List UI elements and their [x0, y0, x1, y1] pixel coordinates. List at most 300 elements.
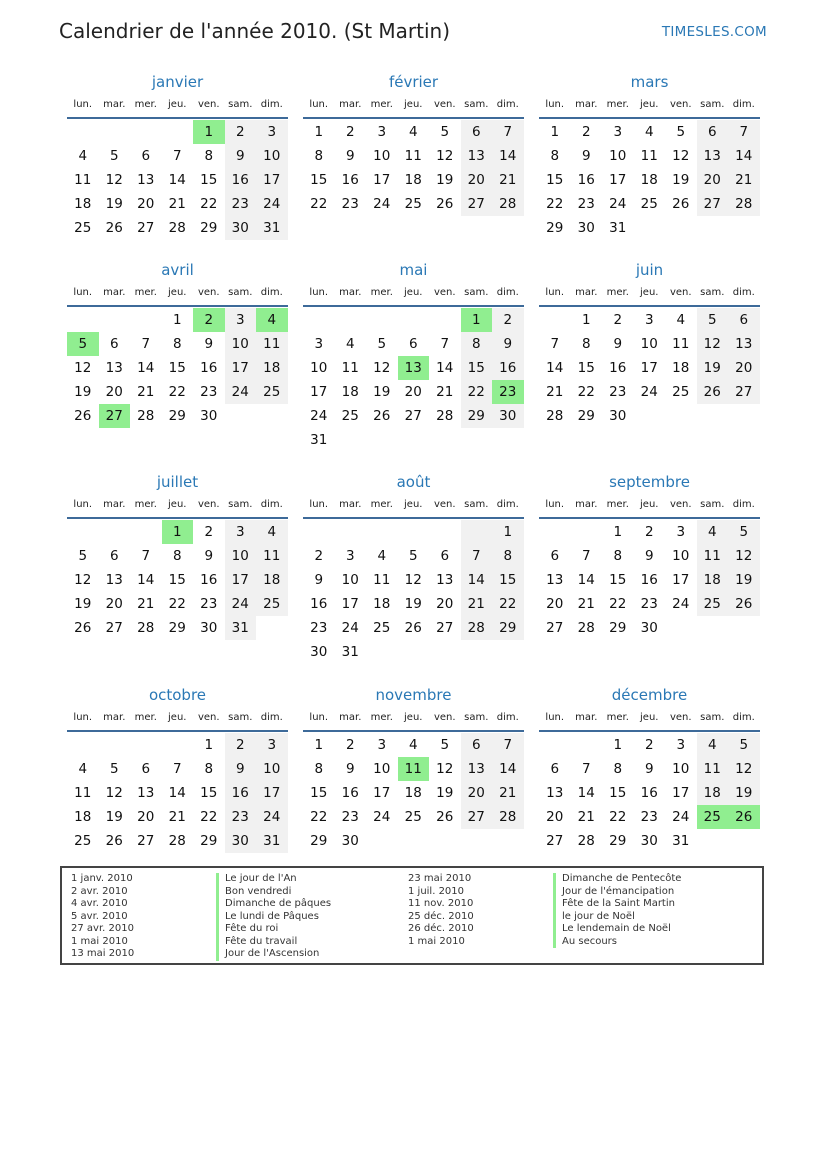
weekday-label: lun.	[73, 287, 93, 298]
day-cell: 4	[408, 124, 418, 140]
weekday-label: lun.	[73, 99, 93, 110]
day-cell: 21	[728, 168, 760, 192]
legend-date: 23 mai 2010	[408, 873, 472, 884]
weekday-label: dim.	[496, 287, 519, 298]
day-cell: 6	[461, 733, 493, 757]
day-cell: 16	[225, 168, 257, 192]
weekday-label: sam.	[464, 712, 489, 723]
month-octobre	[67, 684, 288, 853]
weekday-label: mer.	[370, 712, 393, 723]
weekday-label: lun.	[309, 287, 329, 298]
day-cell: 8	[613, 548, 623, 564]
day-cell: 4	[408, 737, 418, 753]
empty-day-cell	[539, 308, 571, 332]
day-cell: 22	[609, 809, 627, 825]
weekday-header	[67, 93, 288, 119]
day-cell: 26	[105, 833, 123, 849]
weekday-label: ven.	[669, 712, 692, 723]
day-cell: 29	[609, 620, 627, 636]
day-cell: 3	[377, 737, 387, 753]
day-cell: 8	[613, 761, 623, 777]
month-février	[303, 71, 524, 216]
legend-date: 13 mai 2010	[71, 948, 135, 959]
day-cell: 11	[373, 572, 391, 588]
day-grid	[67, 520, 288, 640]
day-cell: 8	[581, 336, 591, 352]
day-cell: 24	[609, 196, 627, 212]
day-cell: 15	[461, 356, 493, 380]
weekday-label: sam.	[700, 712, 725, 723]
day-cell: 21	[168, 809, 186, 825]
day-cell: 4	[697, 733, 729, 757]
day-cell: 12	[74, 572, 92, 588]
day-cell: 14	[436, 360, 454, 376]
site-link[interactable]: TIMESLES.COM	[661, 24, 767, 40]
day-cell: 9	[644, 761, 654, 777]
empty-day-cell	[429, 520, 461, 544]
weekday-label: mer.	[370, 499, 393, 510]
day-cell: 20	[105, 596, 123, 612]
day-cell: 28	[461, 616, 493, 640]
day-cell: 30	[492, 404, 524, 428]
legend-holiday-name: Fête du travail	[225, 935, 298, 947]
legend-date: 26 déc. 2010	[408, 923, 474, 934]
empty-day-cell	[335, 428, 367, 452]
weekday-label: mer.	[606, 499, 629, 510]
month-name: août	[396, 473, 431, 491]
weekday-label: mar.	[339, 712, 362, 723]
day-cell: 27	[461, 192, 493, 216]
month-juillet	[67, 471, 288, 640]
weekday-label: jeu.	[168, 712, 187, 723]
weekday-header	[539, 706, 760, 732]
holiday-day-cell: 4	[256, 308, 288, 332]
day-cell: 9	[314, 572, 324, 588]
month-name: octobre	[148, 686, 207, 704]
day-cell: 11	[341, 360, 359, 376]
day-cell: 8	[550, 148, 560, 164]
day-cell: 29	[577, 408, 595, 424]
day-cell: 28	[168, 833, 186, 849]
day-cell: 31	[609, 220, 627, 236]
day-grid	[67, 733, 288, 853]
day-cell: 15	[310, 172, 328, 188]
day-cell: 20	[461, 168, 493, 192]
weekday-label: ven.	[197, 99, 220, 110]
empty-day-cell	[398, 640, 430, 664]
day-cell: 13	[105, 572, 123, 588]
day-cell: 18	[697, 781, 729, 805]
legend-holiday-name: Fête du roi	[225, 923, 279, 934]
weekday-label: dim.	[260, 712, 283, 723]
day-cell: 26	[436, 809, 454, 825]
day-cell: 8	[314, 148, 324, 164]
day-cell: 21	[461, 592, 493, 616]
weekday-label: dim.	[260, 99, 283, 110]
day-cell: 17	[640, 360, 658, 376]
day-cell: 10	[672, 761, 690, 777]
weekday-label: mer.	[134, 99, 157, 110]
day-cell: 31	[256, 216, 288, 240]
day-cell: 19	[74, 596, 92, 612]
day-cell: 22	[577, 384, 595, 400]
day-cell: 24	[256, 192, 288, 216]
day-cell: 1	[613, 737, 623, 753]
empty-day-cell	[303, 308, 335, 332]
day-cell: 5	[728, 520, 760, 544]
day-cell: 2	[225, 733, 257, 757]
day-cell: 31	[256, 829, 288, 853]
day-cell: 21	[168, 196, 186, 212]
day-cell: 18	[74, 809, 92, 825]
day-cell: 17	[341, 596, 359, 612]
day-cell: 15	[200, 172, 218, 188]
weekday-label: jeu.	[404, 712, 423, 723]
month-name: décembre	[611, 686, 688, 704]
day-cell: 25	[404, 196, 422, 212]
empty-day-cell	[130, 120, 162, 144]
day-cell: 5	[697, 308, 729, 332]
day-cell: 1	[550, 124, 560, 140]
month-mai	[303, 259, 524, 452]
legend-date: 4 avr. 2010	[71, 898, 128, 909]
day-cell: 9	[204, 548, 214, 564]
legend-date: 2 avr. 2010	[71, 885, 128, 897]
day-cell: 9	[204, 336, 214, 352]
day-cell: 10	[373, 761, 391, 777]
weekday-label: mer.	[370, 287, 393, 298]
day-grid	[539, 308, 760, 428]
day-cell: 8	[204, 148, 214, 164]
holiday-day-cell: 25	[697, 805, 729, 829]
empty-day-cell	[99, 733, 131, 757]
empty-day-cell	[429, 428, 461, 452]
empty-day-cell	[99, 520, 131, 544]
day-cell: 3	[644, 312, 654, 328]
day-cell: 1	[492, 520, 524, 544]
day-cell: 2	[204, 524, 214, 540]
day-cell: 5	[440, 124, 450, 140]
day-cell: 6	[440, 548, 450, 564]
day-cell: 7	[728, 120, 760, 144]
day-cell: 28	[492, 192, 524, 216]
empty-day-cell	[461, 428, 493, 452]
day-cell: 16	[609, 360, 627, 376]
day-cell: 14	[728, 144, 760, 168]
day-cell: 14	[492, 144, 524, 168]
empty-day-cell	[697, 404, 729, 428]
legend-holiday-name: Dimanche de pâques	[225, 898, 332, 909]
day-cell: 18	[672, 360, 690, 376]
weekday-label: mer.	[606, 287, 629, 298]
empty-day-cell	[398, 308, 430, 332]
weekday-label: mer.	[606, 712, 629, 723]
day-cell: 25	[74, 833, 92, 849]
day-cell: 4	[697, 520, 729, 544]
empty-day-cell	[398, 520, 430, 544]
day-cell: 30	[225, 829, 257, 853]
legend-holiday-name: Bon vendredi	[225, 885, 292, 897]
day-cell: 28	[492, 805, 524, 829]
day-cell: 24	[672, 596, 690, 612]
legend-holiday-name: Le lundi de Pâques	[225, 910, 319, 922]
day-cell: 25	[640, 196, 658, 212]
day-cell: 14	[168, 785, 186, 801]
weekday-label: mar.	[575, 499, 598, 510]
empty-day-cell	[303, 520, 335, 544]
empty-day-cell	[398, 829, 430, 853]
day-cell: 22	[609, 596, 627, 612]
day-cell: 10	[640, 336, 658, 352]
day-cell: 4	[644, 124, 654, 140]
day-cell: 29	[546, 220, 564, 236]
day-cell: 9	[581, 148, 591, 164]
day-cell: 3	[225, 308, 257, 332]
day-cell: 19	[697, 356, 729, 380]
day-grid	[539, 733, 760, 853]
day-cell: 27	[436, 620, 454, 636]
day-cell: 7	[172, 761, 182, 777]
empty-day-cell	[99, 308, 131, 332]
day-grid	[539, 120, 760, 240]
day-cell: 12	[436, 148, 454, 164]
day-cell: 13	[137, 172, 155, 188]
day-cell: 2	[345, 737, 355, 753]
day-cell: 24	[672, 809, 690, 825]
day-cell: 29	[200, 833, 218, 849]
day-cell: 17	[225, 356, 257, 380]
day-cell: 4	[377, 548, 387, 564]
day-cell: 5	[408, 548, 418, 564]
month-name: avril	[161, 261, 194, 279]
day-cell: 20	[546, 809, 564, 825]
empty-day-cell	[366, 428, 398, 452]
day-cell: 31	[310, 432, 328, 448]
weekday-label: jeu.	[404, 499, 423, 510]
day-cell: 21	[492, 168, 524, 192]
legend-holiday-name: le jour de Noël	[562, 910, 635, 922]
weekday-header	[303, 493, 524, 519]
month-janvier	[67, 71, 288, 240]
day-cell: 12	[697, 332, 729, 356]
weekday-label: mar.	[103, 499, 126, 510]
day-cell: 4	[256, 520, 288, 544]
day-cell: 30	[640, 620, 658, 636]
day-cell: 17	[256, 168, 288, 192]
day-cell: 13	[728, 332, 760, 356]
empty-day-cell	[571, 733, 603, 757]
empty-day-cell	[461, 829, 493, 853]
day-cell: 19	[436, 172, 454, 188]
empty-day-cell	[67, 520, 99, 544]
day-cell: 24	[373, 196, 391, 212]
legend-holiday-name: Au secours	[562, 935, 617, 947]
day-cell: 12	[728, 757, 760, 781]
day-cell: 20	[105, 384, 123, 400]
legend-date: 25 déc. 2010	[408, 910, 474, 922]
empty-day-cell	[665, 216, 697, 240]
weekday-header	[303, 281, 524, 307]
day-cell: 2	[644, 737, 654, 753]
month-juin	[539, 259, 760, 428]
day-cell: 7	[581, 548, 591, 564]
day-cell: 30	[609, 408, 627, 424]
day-cell: 26	[74, 620, 92, 636]
day-cell: 3	[256, 733, 288, 757]
day-cell: 18	[341, 384, 359, 400]
day-cell: 14	[461, 568, 493, 592]
weekday-label: mar.	[339, 287, 362, 298]
day-cell: 18	[256, 356, 288, 380]
weekday-label: ven.	[669, 499, 692, 510]
day-cell: 17	[310, 384, 328, 400]
day-cell: 28	[137, 620, 155, 636]
day-cell: 12	[728, 544, 760, 568]
day-cell: 9	[492, 332, 524, 356]
day-cell: 13	[461, 757, 493, 781]
empty-day-cell	[461, 520, 493, 544]
weekday-label: dim.	[496, 499, 519, 510]
weekday-label: sam.	[228, 499, 253, 510]
legend-holiday-name: Jour de l'émancipation	[562, 885, 675, 897]
month-décembre	[539, 684, 760, 853]
day-cell: 4	[676, 312, 686, 328]
day-cell: 24	[225, 592, 257, 616]
day-cell: 16	[577, 172, 595, 188]
empty-day-cell	[366, 640, 398, 664]
month-name: mars	[630, 73, 669, 91]
day-grid	[303, 308, 524, 452]
day-cell: 8	[204, 761, 214, 777]
day-cell: 20	[436, 596, 454, 612]
day-cell: 23	[225, 192, 257, 216]
empty-day-cell	[335, 308, 367, 332]
day-cell: 10	[341, 572, 359, 588]
day-cell: 28	[577, 620, 595, 636]
day-cell: 1	[581, 312, 591, 328]
day-cell: 24	[640, 384, 658, 400]
day-cell: 27	[461, 805, 493, 829]
legend-date: 5 avr. 2010	[71, 910, 128, 922]
empty-day-cell	[67, 733, 99, 757]
empty-day-cell	[99, 120, 131, 144]
day-cell: 5	[109, 761, 119, 777]
day-cell: 15	[492, 568, 524, 592]
day-cell: 6	[550, 761, 560, 777]
day-cell: 16	[200, 572, 218, 588]
weekday-label: mar.	[103, 287, 126, 298]
weekday-label: ven.	[433, 712, 456, 723]
weekday-label: mar.	[575, 287, 598, 298]
day-cell: 14	[137, 572, 155, 588]
day-cell: 13	[461, 144, 493, 168]
day-cell: 1	[204, 737, 214, 753]
month-novembre	[303, 684, 524, 853]
empty-day-cell	[571, 520, 603, 544]
empty-day-cell	[697, 616, 729, 640]
day-cell: 29	[310, 833, 328, 849]
day-cell: 18	[404, 785, 422, 801]
holiday-day-cell: 11	[398, 757, 430, 781]
day-cell: 31	[341, 644, 359, 660]
day-cell: 11	[74, 172, 92, 188]
day-cell: 5	[440, 737, 450, 753]
day-cell: 9	[613, 336, 623, 352]
day-cell: 24	[310, 408, 328, 424]
day-grid	[303, 120, 524, 216]
empty-day-cell	[162, 120, 194, 144]
day-cell: 19	[728, 568, 760, 592]
empty-day-cell	[728, 829, 760, 853]
weekday-label: lun.	[309, 99, 329, 110]
day-cell: 19	[436, 785, 454, 801]
legend-date: 1 juil. 2010	[408, 885, 465, 897]
day-cell: 11	[404, 148, 422, 164]
day-cell: 20	[137, 809, 155, 825]
day-cell: 20	[728, 356, 760, 380]
day-cell: 27	[137, 833, 155, 849]
day-cell: 28	[728, 192, 760, 216]
weekday-label: mer.	[606, 99, 629, 110]
day-cell: 17	[672, 785, 690, 801]
day-cell: 18	[373, 596, 391, 612]
empty-day-cell	[429, 308, 461, 332]
holiday-day-cell: 1	[162, 520, 194, 544]
day-cell: 18	[256, 568, 288, 592]
weekday-header	[303, 706, 524, 732]
weekday-label: sam.	[700, 499, 725, 510]
day-cell: 7	[492, 120, 524, 144]
day-cell: 27	[404, 408, 422, 424]
weekday-label: sam.	[228, 287, 253, 298]
legend-date: 1 mai 2010	[408, 935, 465, 947]
day-cell: 22	[310, 196, 328, 212]
day-cell: 6	[109, 336, 119, 352]
day-cell: 1	[613, 524, 623, 540]
day-cell: 11	[256, 332, 288, 356]
day-cell: 12	[404, 572, 422, 588]
holiday-day-cell: 5	[67, 332, 99, 356]
day-cell: 19	[672, 172, 690, 188]
weekday-label: jeu.	[168, 499, 187, 510]
day-cell: 12	[373, 360, 391, 376]
empty-day-cell	[429, 640, 461, 664]
weekday-label: dim.	[732, 287, 755, 298]
day-cell: 10	[256, 757, 288, 781]
day-cell: 14	[492, 757, 524, 781]
day-cell: 12	[74, 360, 92, 376]
month-avril	[67, 259, 288, 428]
legend-dates-left	[71, 873, 134, 961]
day-cell: 11	[256, 544, 288, 568]
day-grid	[67, 120, 288, 240]
day-cell: 22	[461, 380, 493, 404]
day-cell: 15	[609, 572, 627, 588]
empty-day-cell	[492, 428, 524, 452]
day-cell: 24	[341, 620, 359, 636]
weekday-label: lun.	[309, 499, 329, 510]
day-cell: 22	[310, 809, 328, 825]
holiday-day-cell: 1	[193, 120, 225, 144]
legend-holiday-name: Le jour de l'An	[225, 873, 297, 884]
weekday-header	[67, 493, 288, 519]
weekday-label: ven.	[433, 99, 456, 110]
day-cell: 29	[609, 833, 627, 849]
holiday-day-cell: 2	[193, 308, 225, 332]
day-cell: 23	[577, 196, 595, 212]
day-cell: 20	[461, 781, 493, 805]
empty-day-cell	[492, 640, 524, 664]
